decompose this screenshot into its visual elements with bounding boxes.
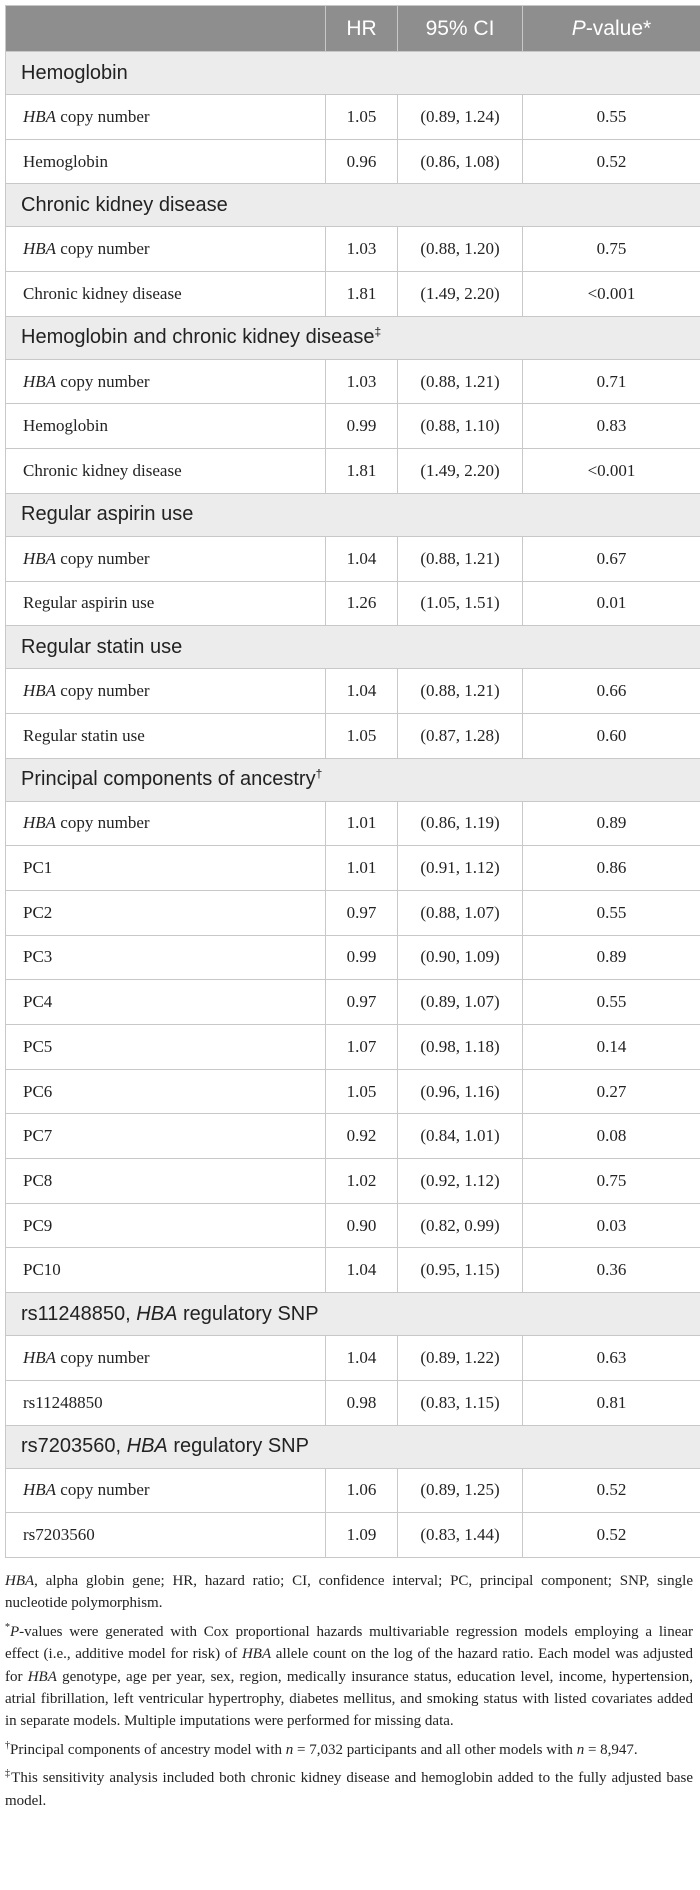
section-header-row bbox=[6, 52, 700, 95]
ci-cell: (0.96, 1.16) bbox=[398, 1069, 523, 1114]
ci-cell: (0.88, 1.20) bbox=[398, 227, 523, 272]
table-row bbox=[6, 1468, 700, 1513]
ci-cell: (0.82, 0.99) bbox=[398, 1203, 523, 1248]
table-row bbox=[6, 669, 700, 714]
hr-cell: 1.05 bbox=[326, 95, 398, 140]
ci-cell: (0.89, 1.25) bbox=[398, 1468, 523, 1513]
hr-cell: 1.04 bbox=[326, 1248, 398, 1293]
ci-cell: (0.92, 1.12) bbox=[398, 1159, 523, 1204]
ci-cell: (0.86, 1.19) bbox=[398, 801, 523, 846]
table-row bbox=[6, 1513, 700, 1558]
hr-cell: 1.03 bbox=[326, 227, 398, 272]
hr-cell: 1.03 bbox=[326, 359, 398, 404]
hr-cell: 0.99 bbox=[326, 935, 398, 980]
ci-cell: (0.83, 1.15) bbox=[398, 1380, 523, 1425]
section-header-row bbox=[6, 1425, 700, 1468]
ci-cell: (0.88, 1.10) bbox=[398, 404, 523, 449]
p-value-cell: 0.27 bbox=[523, 1069, 700, 1114]
p-value-cell: 0.75 bbox=[523, 1159, 700, 1204]
section-title: Principal components of ancestry† bbox=[6, 758, 700, 801]
header-hr: HR bbox=[326, 6, 398, 52]
hr-cell: 1.09 bbox=[326, 1513, 398, 1558]
results-table-figure bbox=[5, 5, 700, 1818]
table-row bbox=[6, 1114, 700, 1159]
row-label: PC10 bbox=[6, 1248, 326, 1293]
hr-cell: 1.01 bbox=[326, 801, 398, 846]
row-label: HBA copy number bbox=[6, 95, 326, 140]
table-row bbox=[6, 1380, 700, 1425]
table-row bbox=[6, 801, 700, 846]
p-value-cell: 0.14 bbox=[523, 1025, 700, 1070]
p-value-cell: 0.89 bbox=[523, 935, 700, 980]
ci-cell: (1.05, 1.51) bbox=[398, 581, 523, 626]
hr-cell: 1.02 bbox=[326, 1159, 398, 1204]
table-body bbox=[6, 52, 700, 1558]
ci-cell: (0.86, 1.08) bbox=[398, 139, 523, 184]
row-label: rs11248850 bbox=[6, 1380, 326, 1425]
section-header-row bbox=[6, 493, 700, 536]
table-row bbox=[6, 536, 700, 581]
row-label: rs7203560 bbox=[6, 1513, 326, 1558]
ci-cell: (0.95, 1.15) bbox=[398, 1248, 523, 1293]
ci-cell: (0.89, 1.22) bbox=[398, 1336, 523, 1381]
p-value-cell: 0.63 bbox=[523, 1336, 700, 1381]
table-row bbox=[6, 1069, 700, 1114]
hr-cell: 0.98 bbox=[326, 1380, 398, 1425]
header-ci: 95% CI bbox=[398, 6, 523, 52]
hr-cell: 1.06 bbox=[326, 1468, 398, 1513]
row-label: PC2 bbox=[6, 890, 326, 935]
ci-cell: (0.83, 1.44) bbox=[398, 1513, 523, 1558]
p-value-cell: <0.001 bbox=[523, 272, 700, 317]
p-value-cell: 0.75 bbox=[523, 227, 700, 272]
section-title: Regular aspirin use bbox=[6, 493, 700, 536]
table-row bbox=[6, 846, 700, 891]
p-value-cell: <0.001 bbox=[523, 449, 700, 494]
hr-cell: 1.04 bbox=[326, 669, 398, 714]
table-row bbox=[6, 713, 700, 758]
row-label: Chronic kidney disease bbox=[6, 449, 326, 494]
hr-cell: 1.07 bbox=[326, 1025, 398, 1070]
section-header-row bbox=[6, 1293, 700, 1336]
table-row bbox=[6, 1248, 700, 1293]
hr-cell: 0.97 bbox=[326, 890, 398, 935]
p-value-cell: 0.55 bbox=[523, 980, 700, 1025]
row-label: Regular statin use bbox=[6, 713, 326, 758]
row-label: Regular aspirin use bbox=[6, 581, 326, 626]
table-row bbox=[6, 935, 700, 980]
section-header-row bbox=[6, 626, 700, 669]
hr-cell: 1.81 bbox=[326, 272, 398, 317]
ci-cell: (0.98, 1.18) bbox=[398, 1025, 523, 1070]
table-row bbox=[6, 1159, 700, 1204]
p-value-cell: 0.01 bbox=[523, 581, 700, 626]
table-header-row bbox=[6, 6, 700, 52]
hr-cell: 0.96 bbox=[326, 139, 398, 184]
table-row bbox=[6, 890, 700, 935]
hr-cell: 1.01 bbox=[326, 846, 398, 891]
hr-cell: 1.05 bbox=[326, 713, 398, 758]
p-value-cell: 0.55 bbox=[523, 95, 700, 140]
hr-cell: 1.26 bbox=[326, 581, 398, 626]
p-value-cell: 0.60 bbox=[523, 713, 700, 758]
footnote-double-dagger: ‡This sensitivity analysis included both chronic kidney disease and hemoglobin added to the fully adjusted base model. bbox=[5, 1768, 694, 1809]
hr-cell: 0.99 bbox=[326, 404, 398, 449]
row-label: PC4 bbox=[6, 980, 326, 1025]
p-value-cell: 0.36 bbox=[523, 1248, 700, 1293]
row-label: HBA copy number bbox=[6, 227, 326, 272]
p-value-cell: 0.08 bbox=[523, 1114, 700, 1159]
hr-cell: 0.92 bbox=[326, 1114, 398, 1159]
ci-cell: (0.88, 1.21) bbox=[398, 669, 523, 714]
table-row bbox=[6, 359, 700, 404]
ci-cell: (0.88, 1.07) bbox=[398, 890, 523, 935]
table-footnotes bbox=[5, 1570, 693, 1812]
row-label: HBA copy number bbox=[6, 801, 326, 846]
row-label: PC1 bbox=[6, 846, 326, 891]
ci-cell: (1.49, 2.20) bbox=[398, 272, 523, 317]
section-title: Hemoglobin and chronic kidney disease‡ bbox=[6, 316, 700, 359]
row-label: Hemoglobin bbox=[6, 139, 326, 184]
row-label: Chronic kidney disease bbox=[6, 272, 326, 317]
hr-cell: 1.04 bbox=[326, 1336, 398, 1381]
hazard-ratio-table bbox=[5, 5, 700, 1558]
ci-cell: (0.84, 1.01) bbox=[398, 1114, 523, 1159]
table-row bbox=[6, 95, 700, 140]
table-row bbox=[6, 1025, 700, 1070]
header-p-value: P-value* bbox=[523, 6, 700, 52]
footnote-dagger: †Principal components of ancestry model with n = 7,032 participants and all other models with n = 8,947. bbox=[5, 1739, 638, 1758]
section-title: Hemoglobin bbox=[6, 52, 700, 95]
row-label: HBA copy number bbox=[6, 1336, 326, 1381]
hr-cell: 0.90 bbox=[326, 1203, 398, 1248]
table-row bbox=[6, 1336, 700, 1381]
row-label: HBA copy number bbox=[6, 359, 326, 404]
p-value-cell: 0.71 bbox=[523, 359, 700, 404]
footnote-abbreviations: HBA, alpha globin gene; HR, hazard ratio; CI, confidence interval; PC, principal component; SNP, single nucleotide polymorphism. bbox=[5, 1572, 693, 1612]
p-value-cell: 0.67 bbox=[523, 536, 700, 581]
row-label: PC9 bbox=[6, 1203, 326, 1248]
hr-cell: 0.97 bbox=[326, 980, 398, 1025]
hr-cell: 1.81 bbox=[326, 449, 398, 494]
p-value-cell: 0.52 bbox=[523, 1513, 700, 1558]
ci-cell: (0.89, 1.07) bbox=[398, 980, 523, 1025]
ci-cell: (0.88, 1.21) bbox=[398, 536, 523, 581]
row-label: PC8 bbox=[6, 1159, 326, 1204]
row-label: HBA copy number bbox=[6, 536, 326, 581]
p-value-cell: 0.89 bbox=[523, 801, 700, 846]
row-label: PC3 bbox=[6, 935, 326, 980]
table-row bbox=[6, 272, 700, 317]
table-row bbox=[6, 449, 700, 494]
section-header-row bbox=[6, 184, 700, 227]
row-label: PC5 bbox=[6, 1025, 326, 1070]
ci-cell: (0.89, 1.24) bbox=[398, 95, 523, 140]
row-label: HBA copy number bbox=[6, 669, 326, 714]
section-header-row bbox=[6, 316, 700, 359]
p-value-cell: 0.66 bbox=[523, 669, 700, 714]
ci-cell: (0.87, 1.28) bbox=[398, 713, 523, 758]
section-title: Chronic kidney disease bbox=[6, 184, 700, 227]
table-row bbox=[6, 404, 700, 449]
p-value-cell: 0.55 bbox=[523, 890, 700, 935]
row-label: Hemoglobin bbox=[6, 404, 326, 449]
hr-cell: 1.04 bbox=[326, 536, 398, 581]
p-value-cell: 0.03 bbox=[523, 1203, 700, 1248]
row-label: PC6 bbox=[6, 1069, 326, 1114]
footnote-star: *P-values were generated with Cox proportional hazards multivariable regression models employing a linear effect (i.e., additive model for risk) of HBA allele count on the log of the hazard ratio. Each model was adjusted for HBA genotype, age per year, sex, region, medically insurance status, education level, income, hypertension, atrial fibrillation, left ventricular hypertrophy, diabetes mellitus, and smoking status with listed covariates added in separate models. Multiple imputations were performed for missing data. bbox=[5, 1621, 693, 1730]
table-row bbox=[6, 227, 700, 272]
ci-cell: (0.88, 1.21) bbox=[398, 359, 523, 404]
table-row bbox=[6, 139, 700, 184]
section-title: rs11248850, HBA regulatory SNP bbox=[6, 1293, 700, 1336]
row-label: PC7 bbox=[6, 1114, 326, 1159]
p-value-cell: 0.52 bbox=[523, 1468, 700, 1513]
section-title: Regular statin use bbox=[6, 626, 700, 669]
table-row bbox=[6, 581, 700, 626]
header-blank bbox=[6, 6, 326, 52]
p-value-cell: 0.86 bbox=[523, 846, 700, 891]
table-row bbox=[6, 980, 700, 1025]
table-row bbox=[6, 1203, 700, 1248]
ci-cell: (1.49, 2.20) bbox=[398, 449, 523, 494]
p-value-cell: 0.52 bbox=[523, 139, 700, 184]
p-value-cell: 0.81 bbox=[523, 1380, 700, 1425]
p-value-cell: 0.83 bbox=[523, 404, 700, 449]
ci-cell: (0.91, 1.12) bbox=[398, 846, 523, 891]
ci-cell: (0.90, 1.09) bbox=[398, 935, 523, 980]
hr-cell: 1.05 bbox=[326, 1069, 398, 1114]
section-title: rs7203560, HBA regulatory SNP bbox=[6, 1425, 700, 1468]
row-label: HBA copy number bbox=[6, 1468, 326, 1513]
section-header-row bbox=[6, 758, 700, 801]
